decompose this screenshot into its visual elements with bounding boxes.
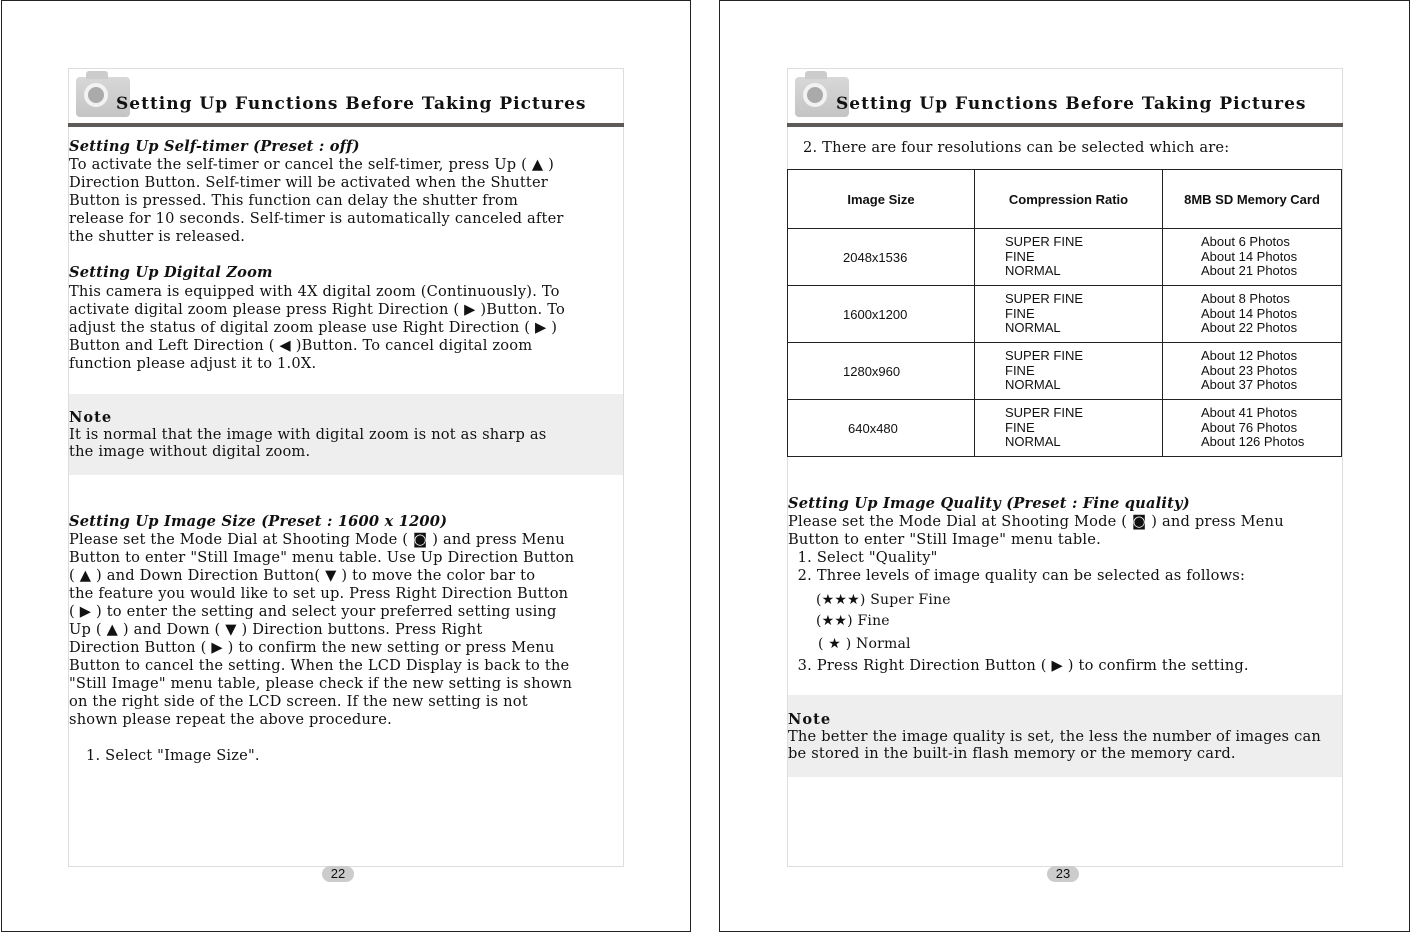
header-divider [787, 123, 1343, 127]
note-title: Note [788, 711, 832, 728]
body-line: Up ( ▲ ) and Down ( ▼ ) Direction buttons. Press Right [69, 621, 483, 638]
photo-count: About 22 Photos [1201, 320, 1298, 336]
photo-count: About 6 Photos [1201, 234, 1290, 250]
quality-value: FINE [1005, 419, 1035, 435]
body-line: adjust the status of digital zoom please use Right Direction ( ▶ ) [69, 319, 558, 336]
table-header-row [788, 170, 1342, 229]
body-line: the feature you would like to set up. Press Right Direction Button [69, 585, 569, 602]
quality-value: FINE [1005, 248, 1035, 264]
body-line: Please set the Mode Dial at Shooting Mode ( ◙ ) and press Menu [788, 513, 1284, 530]
photo-count: About 12 Photos [1201, 348, 1298, 364]
photo-count: About 37 Photos [1201, 377, 1298, 393]
quality-value: SUPER FINE [1005, 234, 1084, 250]
step-line: 1. Select "Image Size". [86, 747, 260, 764]
cell-size: 1280x960 [788, 343, 975, 400]
table-row [788, 400, 1342, 457]
body-line: function please adjust it to 1.0X. [69, 355, 317, 372]
quality-value: NORMAL [1005, 377, 1061, 393]
quality-value: FINE [1005, 362, 1035, 378]
body-line: Button to enter "Still Image" menu table. Use Up Direction Button [69, 549, 575, 566]
header-memory-card: 8MB SD Memory Card [1163, 170, 1342, 229]
body-line: "Still Image" menu table, please check if the new setting is shown [69, 675, 573, 692]
table-row [788, 229, 1342, 286]
body-line: Button is pressed. This function can delay the shutter from [69, 192, 519, 209]
body-line: ( ▲ ) and Down Direction Button( ▼ ) to move the color bar to [69, 567, 536, 584]
photo-count: About 8 Photos [1201, 291, 1290, 307]
note-line: the image without digital zoom. [69, 443, 311, 460]
note-line: It is normal that the image with digital zoom is not as sharp as [69, 426, 547, 443]
quality-value: NORMAL [1005, 434, 1061, 450]
body-line: Direction Button ( ▶ ) to confirm the new setting or press Menu [69, 639, 555, 656]
page-title: Setting Up Functions Before Taking Pictures [836, 94, 1307, 114]
header-divider [68, 123, 624, 127]
body-line: Button to cancel the setting. When the LCD Display is back to the [69, 657, 570, 674]
cell-size: 640x480 [788, 400, 975, 457]
table-row [788, 286, 1342, 343]
note-title: Note [69, 409, 113, 426]
photo-count: About 126 Photos [1201, 434, 1305, 450]
quality-normal: ( ★ ) Normal [818, 636, 911, 652]
photo-count: About 21 Photos [1201, 263, 1298, 279]
body-line: Button and Left Direction ( ◀ )Button. To cancel digital zoom [69, 337, 533, 354]
body-line: To activate the self-timer or cancel the self-timer, press Up ( ▲ ) [69, 156, 555, 173]
quality-value: NORMAL [1005, 320, 1061, 336]
photo-count: About 14 Photos [1201, 305, 1298, 321]
image-quality-heading: Setting Up Image Quality (Preset : Fine quality) [788, 495, 1190, 512]
header-compression: Compression Ratio [975, 170, 1163, 229]
page-title: Setting Up Functions Before Taking Pictures [116, 94, 587, 114]
body-line: on the right side of the LCD screen. If the new setting is not [69, 693, 528, 710]
body-line: 1. Select "Quality" [788, 549, 938, 566]
note-line: The better the image quality is set, the less the number of images can [788, 728, 1321, 745]
body-line: This camera is equipped with 4X digital zoom (Continuously). To [69, 283, 560, 300]
quality-value: SUPER FINE [1005, 348, 1084, 364]
image-size-heading: Setting Up Image Size (Preset : 1600 x 1200) [69, 513, 448, 530]
cell-quality [975, 400, 1163, 457]
body-line: the shutter is released. [69, 228, 246, 245]
body-line: Button to enter "Still Image" menu table. [788, 531, 1101, 548]
quality-value: FINE [1005, 305, 1035, 321]
photo-count: About 14 Photos [1201, 248, 1298, 264]
quality-value: SUPER FINE [1005, 405, 1084, 421]
quality-value: NORMAL [1005, 263, 1061, 279]
cell-photos [1163, 286, 1342, 343]
quality-fine: (★★) Fine [816, 613, 890, 629]
cell-quality [975, 229, 1163, 286]
cell-quality [975, 286, 1163, 343]
header-image-size: Image Size [788, 170, 975, 229]
table-row [788, 343, 1342, 400]
zoom-heading: Setting Up Digital Zoom [69, 264, 273, 281]
quality-super-fine: (★★★) Super Fine [816, 592, 951, 608]
photo-count: About 76 Photos [1201, 419, 1298, 435]
body-line: Please set the Mode Dial at Shooting Mode ( ◙ ) and press Menu [69, 531, 565, 548]
resolution-table [787, 169, 1342, 457]
body-line: 2. Three levels of image quality can be selected as follows: [788, 567, 1246, 584]
photo-count: About 23 Photos [1201, 362, 1298, 378]
body-line: ( ▶ ) to enter the setting and select your preferred setting using [69, 603, 557, 620]
cell-quality [975, 343, 1163, 400]
cell-size: 1600x1200 [788, 286, 975, 343]
step-line: 3. Press Right Direction Button ( ▶ ) to confirm the setting. [788, 657, 1249, 674]
note-line: be stored in the built-in flash memory or the memory card. [788, 745, 1236, 762]
body-line: shown please repeat the above procedure. [69, 711, 392, 728]
body-line: Direction Button. Self-timer will be activated when the Shutter [69, 174, 548, 191]
selftimer-heading: Setting Up Self-timer (Preset : off) [69, 138, 360, 155]
photo-count: About 41 Photos [1201, 405, 1298, 421]
body-line: release for 10 seconds. Self-timer is automatically canceled after [69, 210, 564, 227]
page-number: 22 [322, 866, 354, 882]
cell-size: 2048x1536 [788, 229, 975, 286]
page-number: 23 [1047, 866, 1079, 882]
intro-line: 2. There are four resolutions can be selected which are: [803, 139, 1230, 156]
quality-value: SUPER FINE [1005, 291, 1084, 307]
cell-photos [1163, 229, 1342, 286]
cell-photos [1163, 343, 1342, 400]
body-line: activate digital zoom please press Right Direction ( ▶ )Button. To [69, 301, 566, 318]
cell-photos [1163, 400, 1342, 457]
